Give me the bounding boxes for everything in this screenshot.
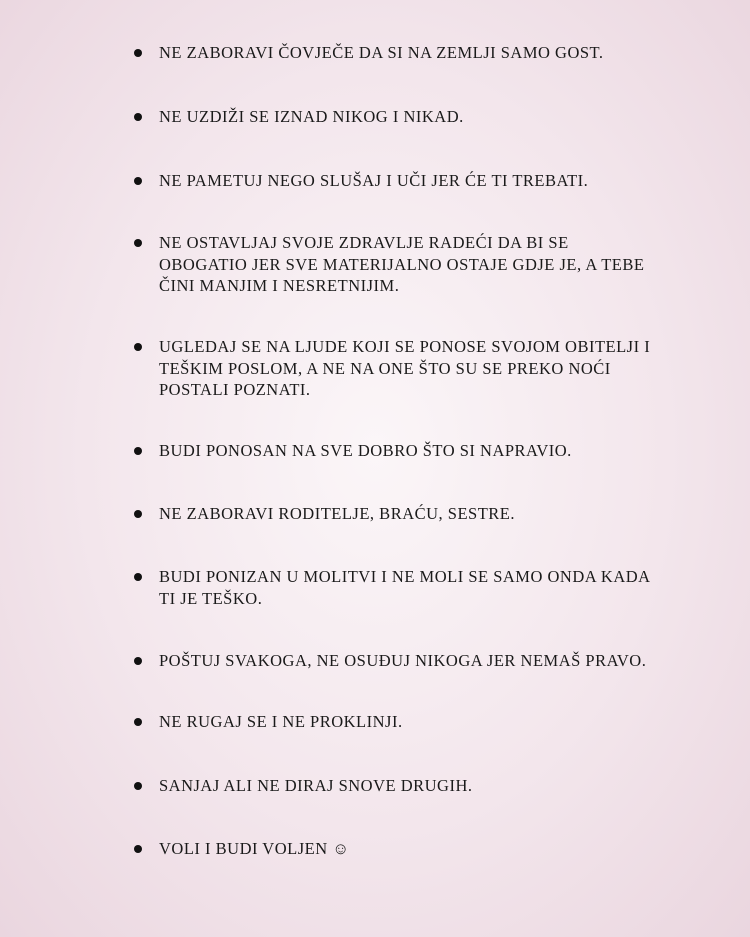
list-item [134,838,654,860]
list-item-text: SANJAJ ALI NE DIRAJ SNOVE DRUGIH. [159,776,473,795]
bullet-icon [134,239,142,247]
list-item-text: NE ZABORAVI ČOVJEČE DA SI NA ZEMLJI SAMO GOST. [159,43,604,62]
list-item-text: BUDI PONIZAN U MOLITVI I NE MOLI SE SAMO ONDA KADA TI JE TEŠKO. [159,567,650,608]
list-item-text: BUDI PONOSAN NA SVE DOBRO ŠTO SI NAPRAVIO. [159,441,572,460]
bullet-icon [134,510,142,518]
list-item-text: POŠTUJ SVAKOGA, NE OSUĐUJ NIKOGA JER NEMAŠ PRAVO. [159,651,647,670]
list-item [134,650,654,672]
list-item [134,566,654,609]
list-item [134,336,654,401]
bullet-icon [134,718,142,726]
list-item-text: NE RUGAJ SE I NE PROKLINJI. [159,712,403,731]
bullet-icon [134,177,142,185]
list-item-text: UGLEDAJ SE NA LJUDE KOJI SE PONOSE SVOJOM OBITELJI I TEŠKIM POSLOM, A NE NA ONE ŠTO SU SE PREKO NOĆI POSTALI POZNATI. [159,337,651,399]
list-item [134,440,654,462]
list-item-text: NE PAMETUJ NEGO SLUŠAJ I UČI JER ĆE TI TREBATI. [159,171,589,190]
list-item [134,42,654,64]
bullet-icon [134,782,142,790]
list-item [134,232,654,297]
list-item [134,170,654,192]
list-item [134,106,654,128]
bullet-icon [134,343,142,351]
bullet-icon [134,447,142,455]
bullet-icon [134,845,142,853]
list-item-text: NE ZABORAVI RODITELJE, BRAĆU, SESTRE. [159,504,516,523]
list-item [134,711,654,733]
list-item-text: NE OSTAVLJAJ SVOJE ZDRAVLJE RADEĆI DA BI SE OBOGATIO JER SVE MATERIJALNO OSTAJE GDJE JE, A TEBE ČINI MANJIM I NESRETNIJIM. [159,233,645,295]
bullet-icon [134,113,142,121]
list-item-text: NE UZDIŽI SE IZNAD NIKOG I NIKAD. [159,107,464,126]
bullet-icon [134,573,142,581]
bullet-icon [134,49,142,57]
list-item-text: VOLI I BUDI VOLJEN ☺ [159,839,350,858]
bullet-icon [134,657,142,665]
list-item [134,775,654,797]
list-item [134,503,654,525]
